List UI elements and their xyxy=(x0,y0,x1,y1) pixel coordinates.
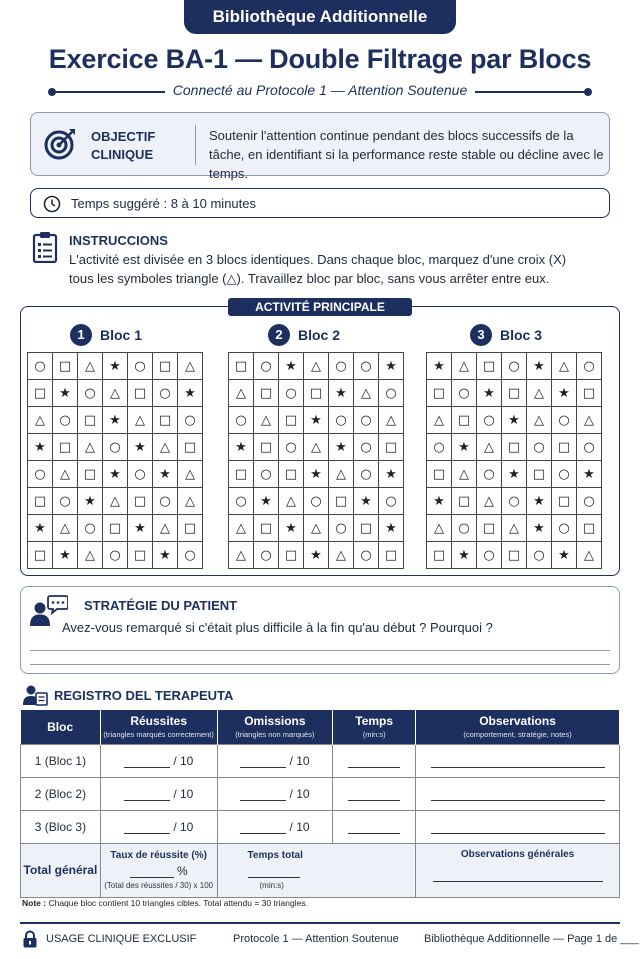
total-label xyxy=(21,843,101,897)
symbol-cell[interactable]: ○ xyxy=(502,488,527,515)
symbol-cell[interactable]: ★ xyxy=(53,542,78,569)
symbol-cell[interactable]: ★ xyxy=(502,461,527,488)
header-observations-label: Observations xyxy=(479,714,556,729)
total-time-cell xyxy=(217,843,416,897)
symbol-cell[interactable]: ○ xyxy=(354,353,379,380)
symbol-cell[interactable]: ○ xyxy=(103,434,128,461)
symbol-cell[interactable]: □ xyxy=(427,461,452,488)
symbol-cell[interactable]: ○ xyxy=(78,515,103,542)
symbol-cell[interactable]: △ xyxy=(78,542,103,569)
row-1-omission-cell xyxy=(217,744,333,777)
row-3-omission-suffix: / 10 xyxy=(289,819,310,834)
symbol-cell[interactable]: ★ xyxy=(452,542,477,569)
symbol-cell[interactable]: ★ xyxy=(103,407,128,434)
symbol-cell[interactable]: ○ xyxy=(552,461,577,488)
symbol-cell[interactable]: ★ xyxy=(427,353,452,380)
symbol-cell[interactable]: △ xyxy=(178,461,203,488)
row-1-obs-cell xyxy=(416,744,620,777)
symbol-cell[interactable]: ★ xyxy=(128,515,153,542)
strategy-title: STRATÉGIE DU PATIENT xyxy=(84,598,238,613)
header-omissions-label: Omissions xyxy=(244,714,306,729)
symbol-cell[interactable]: ★ xyxy=(53,380,78,407)
symbol-cell[interactable]: ○ xyxy=(229,488,254,515)
total-time-label: Temps total xyxy=(247,850,303,861)
symbol-cell[interactable]: △ xyxy=(577,407,602,434)
row-3-obs-field[interactable] xyxy=(431,833,605,834)
symbol-cell[interactable]: ○ xyxy=(178,542,203,569)
success-rate-unit: % xyxy=(177,864,188,878)
symbol-cell[interactable]: ★ xyxy=(427,488,452,515)
symbol-cell[interactable]: □ xyxy=(254,380,279,407)
footer-page: Bibliothèque Additionnelle — Page 1 de ___ xyxy=(424,933,639,945)
symbol-cell[interactable]: □ xyxy=(78,461,103,488)
footnote-text: Chaque bloc contient 10 triangles cibles. Total attendu = 30 triangles. xyxy=(46,898,308,908)
bloc-3-label: Bloc 3 xyxy=(500,327,543,343)
symbol-cell[interactable]: ★ xyxy=(304,407,329,434)
header-temps xyxy=(333,710,416,744)
row-2-obs-field[interactable] xyxy=(431,800,605,801)
symbol-cell[interactable]: ○ xyxy=(304,488,329,515)
row-1-success-cell xyxy=(100,744,217,777)
symbol-cell[interactable]: △ xyxy=(103,488,128,515)
success-rate-field[interactable] xyxy=(130,877,174,878)
symbol-cell[interactable]: ○ xyxy=(279,434,304,461)
bloc-1-number: 1 xyxy=(70,324,92,346)
symbol-cell[interactable]: □ xyxy=(354,515,379,542)
symbol-cell[interactable]: □ xyxy=(254,515,279,542)
symbol-cell[interactable]: △ xyxy=(128,407,153,434)
symbol-cell[interactable]: ★ xyxy=(527,515,552,542)
symbol-cell[interactable]: △ xyxy=(477,434,502,461)
symbol-cell[interactable]: △ xyxy=(304,353,329,380)
total-time-unit: (min:s) xyxy=(259,881,284,890)
row-2-time-field[interactable] xyxy=(348,800,400,801)
symbol-cell[interactable]: □ xyxy=(527,461,552,488)
symbol-cell[interactable]: ○ xyxy=(128,353,153,380)
symbol-cell[interactable]: △ xyxy=(427,515,452,542)
symbol-cell[interactable]: △ xyxy=(304,515,329,542)
symbol-cell[interactable]: △ xyxy=(527,380,552,407)
header-omissions xyxy=(217,710,333,744)
total-row xyxy=(21,843,620,897)
symbol-cell[interactable]: ★ xyxy=(254,488,279,515)
symbol-cell[interactable]: □ xyxy=(178,515,203,542)
symbol-cell[interactable]: ○ xyxy=(153,488,178,515)
symbol-cell[interactable]: △ xyxy=(78,353,103,380)
row-3-success-suffix: / 10 xyxy=(173,819,194,834)
symbol-cell[interactable]: ○ xyxy=(577,488,602,515)
objective-label-line2: CLINIQUE xyxy=(91,147,154,162)
instructions-title: INSTRUCCIONS xyxy=(69,233,168,248)
symbol-cell[interactable]: □ xyxy=(28,488,53,515)
bloc-1-label: Bloc 1 xyxy=(100,327,143,343)
symbol-cell[interactable]: ○ xyxy=(128,461,153,488)
symbol-cell[interactable]: ○ xyxy=(329,407,354,434)
general-obs-entry xyxy=(416,868,619,882)
symbol-cell[interactable]: □ xyxy=(427,542,452,569)
time-text: Temps suggéré : 8 à 10 minutes xyxy=(71,196,256,211)
objective-label-line1: OBJECTIF xyxy=(91,129,156,144)
symbol-cell[interactable]: ★ xyxy=(28,515,53,542)
symbol-cell[interactable]: △ xyxy=(577,542,602,569)
subtitle-row xyxy=(48,82,592,102)
symbol-cell[interactable]: □ xyxy=(502,542,527,569)
row-1-obs-field[interactable] xyxy=(431,767,605,768)
symbol-cell[interactable]: △ xyxy=(279,488,304,515)
symbol-cell[interactable]: ○ xyxy=(527,434,552,461)
symbol-cell[interactable]: △ xyxy=(178,353,203,380)
strategy-question: Avez-vous remarqué si c'était plus difficile à la fin qu'au début ? Pourquoi ? xyxy=(62,620,493,635)
symbol-cell[interactable]: □ xyxy=(304,380,329,407)
symbol-cell[interactable]: ★ xyxy=(552,380,577,407)
symbol-cell[interactable]: ★ xyxy=(527,488,552,515)
symbol-cell[interactable]: □ xyxy=(128,488,153,515)
symbol-cell[interactable]: ★ xyxy=(452,434,477,461)
symbol-cell[interactable]: ★ xyxy=(229,434,254,461)
symbol-cell[interactable]: ★ xyxy=(329,434,354,461)
symbol-cell[interactable]: △ xyxy=(229,515,254,542)
answer-line-2[interactable] xyxy=(30,664,610,665)
symbol-cell[interactable]: □ xyxy=(254,434,279,461)
symbol-cell[interactable]: □ xyxy=(53,434,78,461)
subtitle-wrap xyxy=(48,82,592,98)
table-header-row xyxy=(21,710,620,744)
success-rate-label: Taux de réussite (%) xyxy=(110,850,207,861)
symbol-cell[interactable]: ★ xyxy=(304,542,329,569)
row-2-success-cell xyxy=(100,777,217,810)
symbol-cell[interactable]: ★ xyxy=(78,488,103,515)
objective-text: Soutenir l'attention continue pendant des blocs successifs de la tâche, en identifiant si la performance reste stable ou décline avec le temps. xyxy=(209,128,604,181)
success-rate-cell xyxy=(100,843,217,897)
row-2-obs-cell xyxy=(416,777,620,810)
objective-divider xyxy=(195,125,196,165)
row-2-bloc: 2 (Bloc 2) xyxy=(21,777,101,810)
table-row xyxy=(21,777,620,810)
symbol-cell[interactable]: △ xyxy=(229,380,254,407)
row-3-success-cell xyxy=(100,810,217,843)
header-omissions-sub: (triangles non marqués) xyxy=(235,730,315,740)
row-2-omission-field[interactable] xyxy=(240,800,286,801)
instructions-text: L'activité est divisée en 3 blocs identiques. Dans chaque bloc, marquez d'une croix (X) tous les symboles triangle (△). Travaillez bloc par bloc, sans vous arrêter entre eux. xyxy=(69,252,567,286)
row-3-success-field[interactable] xyxy=(124,833,170,834)
activity-title: ACTIVITÉ PRINCIPALE xyxy=(228,298,412,316)
total-time-entry xyxy=(248,864,416,878)
symbol-cell[interactable]: △ xyxy=(103,380,128,407)
symbol-cell[interactable]: ○ xyxy=(379,488,404,515)
symbol-cell[interactable]: ○ xyxy=(552,515,577,542)
symbol-cell[interactable]: ○ xyxy=(53,488,78,515)
general-obs-field[interactable] xyxy=(433,881,603,882)
symbol-cell[interactable]: ○ xyxy=(279,380,304,407)
symbol-cell[interactable]: □ xyxy=(502,380,527,407)
row-1-time-cell xyxy=(333,744,416,777)
symbol-cell[interactable]: ○ xyxy=(477,542,502,569)
symbol-cell[interactable]: ○ xyxy=(178,407,203,434)
header-reussites xyxy=(100,710,217,744)
therapist-register-table xyxy=(20,710,620,898)
row-2-omission-suffix: / 10 xyxy=(289,786,310,801)
symbol-cell[interactable]: ○ xyxy=(452,515,477,542)
objective-label xyxy=(91,128,181,164)
header-bloc-label: Bloc xyxy=(47,719,74,734)
symbol-cell[interactable]: ○ xyxy=(354,434,379,461)
total-label-text: Total général xyxy=(23,863,98,877)
header-reussites-label: Réussites xyxy=(130,714,188,729)
header-bloc xyxy=(21,710,101,744)
symbol-cell[interactable]: ○ xyxy=(577,353,602,380)
symbol-cell[interactable]: ★ xyxy=(178,380,203,407)
general-obs-cell xyxy=(416,843,620,897)
header-temps-label: Temps xyxy=(355,714,394,729)
symbol-cell[interactable]: △ xyxy=(477,488,502,515)
bloc-2-label: Bloc 2 xyxy=(298,327,341,343)
row-1-success-field[interactable] xyxy=(124,767,170,768)
bloc-3-number: 3 xyxy=(470,324,492,346)
symbol-cell[interactable]: ★ xyxy=(103,353,128,380)
row-3-bloc: 3 (Bloc 3) xyxy=(21,810,101,843)
symbol-cell[interactable]: □ xyxy=(379,542,404,569)
target-icon xyxy=(43,127,77,161)
symbol-cell[interactable]: ★ xyxy=(279,353,304,380)
bloc-1-grid xyxy=(27,352,203,569)
row-2-success-suffix: / 10 xyxy=(173,786,194,801)
symbol-cell[interactable]: ★ xyxy=(304,461,329,488)
symbol-cell[interactable]: ★ xyxy=(552,542,577,569)
symbol-cell[interactable]: □ xyxy=(53,353,78,380)
lock-icon xyxy=(22,930,38,948)
symbol-cell[interactable]: ★ xyxy=(329,380,354,407)
symbol-cell[interactable]: ○ xyxy=(577,434,602,461)
symbol-cell[interactable]: ○ xyxy=(477,461,502,488)
footer-usage: USAGE CLINIQUE EXCLUSIF xyxy=(46,933,197,945)
symbol-cell[interactable]: ★ xyxy=(379,515,404,542)
symbol-cell[interactable]: ○ xyxy=(552,407,577,434)
symbol-cell[interactable]: ○ xyxy=(28,353,53,380)
row-1-omission-suffix: / 10 xyxy=(289,753,310,768)
symbol-cell[interactable]: □ xyxy=(178,434,203,461)
symbol-cell[interactable]: △ xyxy=(452,461,477,488)
time-box xyxy=(30,188,610,218)
symbol-cell[interactable]: ○ xyxy=(28,461,53,488)
symbol-cell[interactable]: ★ xyxy=(527,353,552,380)
symbol-cell[interactable]: □ xyxy=(452,407,477,434)
symbol-cell[interactable]: △ xyxy=(28,407,53,434)
objective-box xyxy=(30,112,610,181)
library-tab: Bibliothèque Additionnelle xyxy=(184,0,456,34)
symbol-cell[interactable]: □ xyxy=(577,380,602,407)
symbol-cell[interactable]: ○ xyxy=(153,380,178,407)
symbol-cell[interactable]: ★ xyxy=(379,353,404,380)
symbol-cell[interactable]: ○ xyxy=(427,434,452,461)
row-1-bloc: 1 (Bloc 1) xyxy=(21,744,101,777)
symbol-cell[interactable]: □ xyxy=(279,407,304,434)
symbol-cell[interactable]: ★ xyxy=(354,488,379,515)
row-2-omission-cell xyxy=(217,777,333,810)
row-2-success-field[interactable] xyxy=(124,800,170,801)
subtitle: Connecté au Protocole 1 — Attention Soutenue xyxy=(165,82,475,98)
symbol-cell[interactable]: □ xyxy=(427,380,452,407)
answer-line-1[interactable] xyxy=(30,650,610,651)
symbol-cell[interactable]: □ xyxy=(552,434,577,461)
success-rate-entry xyxy=(101,864,217,878)
symbol-cell[interactable]: □ xyxy=(229,353,254,380)
bloc-2-number: 2 xyxy=(268,324,290,346)
row-3-omission-field[interactable] xyxy=(240,833,286,834)
row-1-omission-field[interactable] xyxy=(240,767,286,768)
register-title: REGISTRO DEL TERAPEUTA xyxy=(54,688,234,703)
symbol-cell[interactable]: □ xyxy=(128,380,153,407)
symbol-cell[interactable]: △ xyxy=(552,353,577,380)
symbol-cell[interactable]: ★ xyxy=(153,542,178,569)
symbol-cell[interactable]: □ xyxy=(279,542,304,569)
symbol-cell[interactable]: ○ xyxy=(452,380,477,407)
footnote-prefix: Note : xyxy=(22,898,47,908)
header-observations-sub: (comportement, stratégie, notes) xyxy=(463,730,572,740)
symbol-cell[interactable]: ★ xyxy=(379,461,404,488)
symbol-cell[interactable]: ○ xyxy=(527,542,552,569)
symbol-cell[interactable]: △ xyxy=(427,407,452,434)
symbol-cell[interactable]: △ xyxy=(452,353,477,380)
symbol-cell[interactable]: ○ xyxy=(78,380,103,407)
symbol-cell[interactable]: △ xyxy=(329,542,354,569)
header-reussites-sub: (triangles marqués correctement) xyxy=(103,730,214,740)
symbol-cell[interactable]: ○ xyxy=(379,380,404,407)
symbol-cell[interactable]: △ xyxy=(153,515,178,542)
footnote xyxy=(22,898,308,908)
symbol-cell[interactable]: ○ xyxy=(477,407,502,434)
symbol-cell[interactable]: ○ xyxy=(229,407,254,434)
therapist-icon xyxy=(22,684,48,706)
total-time-field[interactable] xyxy=(248,877,300,878)
symbol-cell[interactable]: □ xyxy=(78,407,103,434)
symbol-cell[interactable]: ★ xyxy=(153,461,178,488)
symbol-cell[interactable]: ○ xyxy=(329,515,354,542)
header-temps-sub: (min:s) xyxy=(362,730,386,740)
symbol-cell[interactable]: △ xyxy=(153,434,178,461)
symbol-cell[interactable]: □ xyxy=(28,380,53,407)
row-3-omission-cell xyxy=(217,810,333,843)
symbol-cell[interactable]: △ xyxy=(178,488,203,515)
symbol-cell[interactable]: ★ xyxy=(103,461,128,488)
table-row xyxy=(21,810,620,843)
symbol-cell[interactable]: △ xyxy=(379,407,404,434)
symbol-cell[interactable]: □ xyxy=(329,488,354,515)
row-3-time-field[interactable] xyxy=(348,833,400,834)
symbol-cell[interactable]: □ xyxy=(279,461,304,488)
symbol-cell[interactable]: □ xyxy=(379,434,404,461)
symbol-cell[interactable]: △ xyxy=(78,434,103,461)
symbol-cell[interactable]: □ xyxy=(153,353,178,380)
symbol-cell[interactable]: ○ xyxy=(354,542,379,569)
symbol-cell[interactable]: □ xyxy=(229,461,254,488)
symbol-cell[interactable]: ★ xyxy=(577,461,602,488)
bloc-2-grid xyxy=(228,352,404,569)
footer-rule xyxy=(20,922,620,924)
row-1-success-suffix: / 10 xyxy=(173,753,194,768)
symbol-cell[interactable]: ○ xyxy=(329,353,354,380)
symbol-cell[interactable]: □ xyxy=(502,434,527,461)
symbol-cell[interactable]: ○ xyxy=(254,542,279,569)
symbol-cell[interactable]: △ xyxy=(527,407,552,434)
symbol-cell[interactable]: ○ xyxy=(502,353,527,380)
clock-icon xyxy=(43,195,61,213)
row-3-time-cell xyxy=(333,810,416,843)
symbol-cell[interactable]: △ xyxy=(502,515,527,542)
symbol-cell[interactable]: ○ xyxy=(254,461,279,488)
symbol-cell[interactable]: □ xyxy=(128,542,153,569)
symbol-cell[interactable]: □ xyxy=(153,407,178,434)
success-rate-formula: (Total des réussites / 30) x 100 xyxy=(104,881,214,890)
header-observations xyxy=(416,710,620,744)
symbol-cell[interactable]: □ xyxy=(477,515,502,542)
symbol-cell[interactable]: □ xyxy=(452,488,477,515)
symbol-cell[interactable]: ○ xyxy=(103,542,128,569)
symbol-cell[interactable]: □ xyxy=(577,515,602,542)
symbol-cell[interactable]: ○ xyxy=(354,461,379,488)
symbol-cell[interactable]: ★ xyxy=(477,380,502,407)
symbol-cell[interactable]: ○ xyxy=(254,353,279,380)
bloc-3-grid xyxy=(426,352,602,569)
symbol-cell[interactable]: □ xyxy=(103,515,128,542)
symbol-cell[interactable]: △ xyxy=(229,542,254,569)
table-row xyxy=(21,744,620,777)
symbol-cell[interactable]: △ xyxy=(53,461,78,488)
symbol-cell[interactable]: ○ xyxy=(53,407,78,434)
row-3-obs-cell xyxy=(416,810,620,843)
symbol-cell[interactable]: □ xyxy=(552,488,577,515)
symbol-cell[interactable]: ★ xyxy=(128,434,153,461)
symbol-cell[interactable]: △ xyxy=(329,461,354,488)
symbol-cell[interactable]: □ xyxy=(28,542,53,569)
symbol-cell[interactable]: △ xyxy=(53,515,78,542)
symbol-cell[interactable]: ★ xyxy=(502,407,527,434)
row-2-time-cell xyxy=(333,777,416,810)
footer-protocol: Protocole 1 — Attention Soutenue xyxy=(233,933,399,945)
symbol-cell[interactable]: ○ xyxy=(354,407,379,434)
row-1-time-field[interactable] xyxy=(348,767,400,768)
symbol-cell[interactable]: △ xyxy=(354,380,379,407)
symbol-cell[interactable]: △ xyxy=(304,434,329,461)
symbol-cell[interactable]: ★ xyxy=(28,434,53,461)
symbol-cell[interactable]: ★ xyxy=(279,515,304,542)
clipboard-icon xyxy=(32,231,58,263)
page-title: Exercice BA-1 — Double Filtrage par Blocs xyxy=(48,44,592,74)
general-obs-label: Observations générales xyxy=(460,848,575,860)
symbol-cell[interactable]: △ xyxy=(254,407,279,434)
symbol-cell[interactable]: □ xyxy=(477,353,502,380)
